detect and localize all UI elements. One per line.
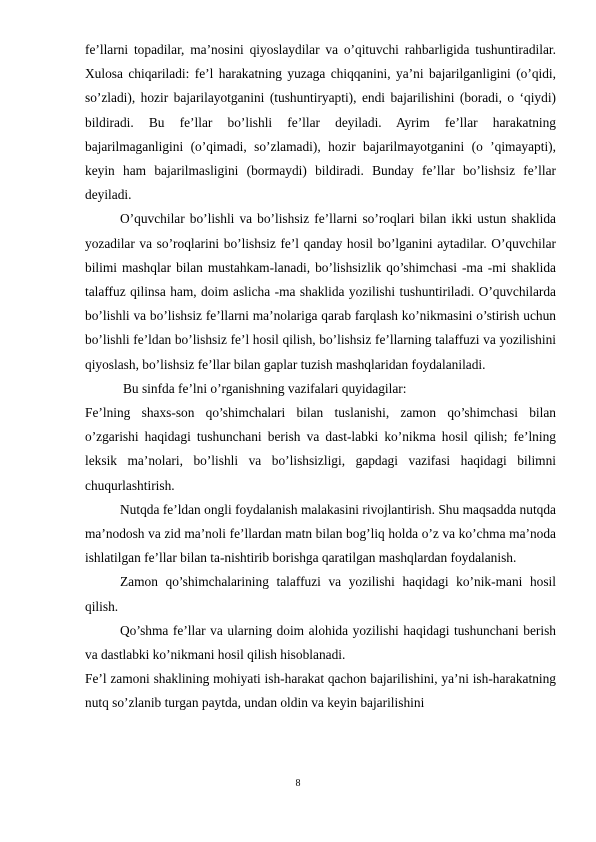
page-number: 8 xyxy=(295,778,301,789)
paragraph-tasks-intro: Bu sinfda fe’lni o’rganishning vazifalari quyidagilar: xyxy=(123,380,407,396)
paragraph-tense-suffixes: Zamon qo’shimchalarining talaffuzi va yozilishi haqidagi ko’nik-mani hosil qilish. xyxy=(85,574,556,614)
paragraph-students-columns: O’quvchilar bo’lishli va bo’lishsiz fe’llarni so’roqlari bilan ikki ustun shaklida yozadilar va so’roqlarini bo’lishsiz fe’l qanday hosil bo’lganini aytadilar. O’quvchilar bilimi mashqlar bilan mustahkam-lanadi, bo’lishsizlik qo’shimchasi -ma -mi shaklida talaffuz qilinsa ham, doim aslicha -ma shaklida yozilishi tushuntiriladi. O’quvchilarda bo’lishli va bo’lishsiz fe’llarni ma’nolariga qarab farqlash ko’nikmasini o’stirish uchun bo’lishli fe’ldan bo’lishsiz fe’l hosil qilish, bo’lishsiz fe’llarning talaffuzi va yozilishini qiyoslash, bo’lishsiz fe’llar bilan gaplar tuzish mashqlaridan foydalaniladi. xyxy=(85,211,556,372)
document-body xyxy=(85,38,556,716)
paragraph-speech-skills: Nutqda fe’ldan ongli foydalanish malakasini rivojlantirish. Shu maqsadda nutqda ma’nodosh va zid ma’noli fe’llardan matn bilan bog’liq holda o’z va ko’chma ma’noda ishlatilgan fe’llar bilan ta-nishtirib borishga qaratilgan mashqlardan foydalanish. xyxy=(85,501,556,566)
paragraph-compound-verbs: Qo’shma fe’llar va ularning doim alohida yozilishi haqidagi tushunchani berish va dastlabki ko’nikmani hosil qilish hisoblanadi. xyxy=(85,622,556,663)
paragraph-verbs-affirmative: fe’llarni topadilar, ma’nosini qiyoslaydilar va o’qituvchi rahbarligida tushuntiradilar. Xulosa chiqariladi: fe’l harakatning yuzaga chiqqanini, ya’ni bajarilganligini (o’qidi, so’zladi), hozir bajarilayotganini (tushuntiryapti), endi bajarilishini (boradi, o ‘qiydi) bildiradi. Bu fe’llar bo’lishli fe’llar deyiladi. Ayrim fe’llar harakatning bajarilmaganligini (o’qimadi, so’zlamadi), hozir bajarilmayotganini (o ’qimayapti), keyin ham bajarilmasligini (bormaydi) bildiradi. Bunday fe’llar bo’lishsiz fe’llar deyiladi. xyxy=(85,42,556,203)
paragraph-conjugation: Fe’lning shaxs-son qo’shimchalari bilan tuslanishi, zamon qo’shimchasi bilan o’zgarishi haqidagi tushunchani berish va dast-labki ko’nikma hosil qilish; fe’lning leksik ma’nolari, bo’lishli va bo’lishsizligi, gapdagi vazifasi haqidagi bilimni chuqurlashtirish. xyxy=(85,405,556,493)
paragraph-tense-essence: Fe’l zamoni shaklining mohiyati ish-harakat qachon bajarilishini, ya’ni ish-harakatning nutq so’zlanib turgan paytda, undan oldin va keyin bajarilishini xyxy=(85,671,556,711)
